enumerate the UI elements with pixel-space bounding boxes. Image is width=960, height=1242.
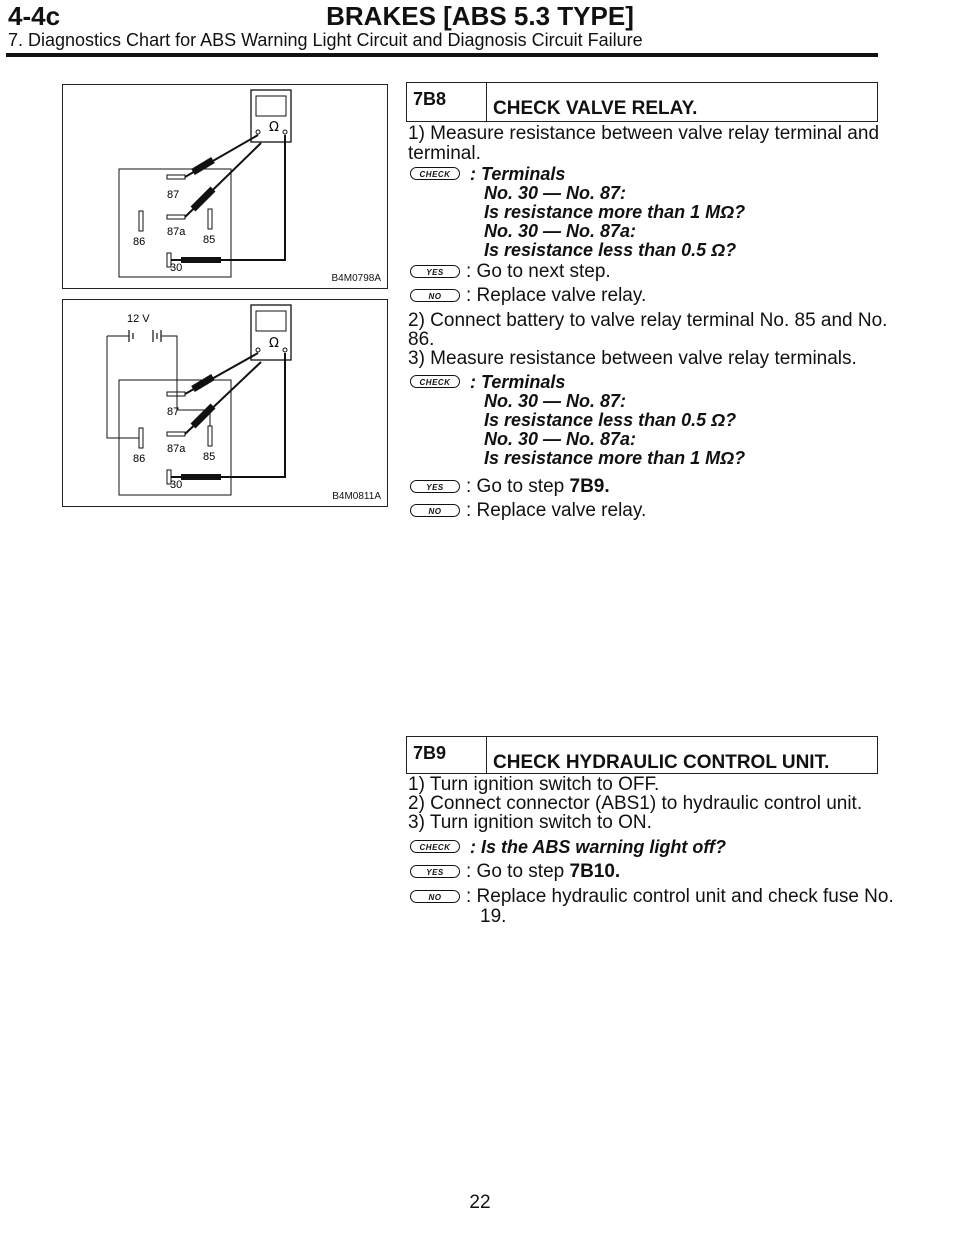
yes-answer: : Go to step 7B9. [466, 476, 610, 497]
instruction-1: 1) Turn ignition switch to OFF. [408, 774, 660, 795]
check-text-line: No. 30 — No. 87a: [484, 221, 637, 241]
terminal-87a-label: 87a [167, 226, 186, 238]
terminal-87-label: 87 [167, 406, 180, 418]
check-text-line: Is resistance less than 0.5 Ω? [484, 240, 737, 260]
step-link-7b10[interactable]: 7B10. [569, 861, 621, 882]
step-title: CHECK HYDRAULIC CONTROL UNIT. [493, 752, 830, 773]
instruction-1-cont: terminal. [408, 143, 481, 164]
terminal-85-label: 85 [203, 234, 216, 246]
page-title: BRAKES [ABS 5.3 TYPE] [326, 1, 634, 31]
relay-wiring-diagram-1 [63, 85, 387, 288]
check-badge: CHECK [410, 167, 460, 180]
terminal-85-label: 85 [203, 451, 216, 463]
no-answer: : Replace valve relay. [466, 500, 647, 521]
yes-badge: YES [410, 265, 460, 278]
check-text-line: : Terminals [470, 372, 566, 392]
step-7b8-header [406, 82, 878, 122]
page-subtitle: 7. Diagnostics Chart for ABS Warning Light Circuit and Diagnosis Circuit Failure [8, 30, 643, 50]
terminal-86-label: 86 [133, 453, 146, 465]
header-rule [6, 53, 878, 57]
check-question: : Is the ABS warning light off? [470, 837, 726, 857]
terminal-87-label: 87 [167, 189, 180, 201]
figure-id: B4M0811A [332, 491, 381, 502]
check-text-line: Is resistance less than 0.5 Ω? [484, 410, 737, 430]
no-badge: NO [410, 890, 460, 903]
page-number: 22 [469, 1192, 491, 1213]
instruction-2: 2) Connect battery to valve relay terminal No. 85 and No. [408, 310, 888, 331]
figure-valve-relay-check-1 [62, 84, 388, 289]
step-link-7b9[interactable]: 7B9. [569, 476, 610, 497]
no-badge: NO [410, 504, 460, 517]
step-id: 7B9 [407, 737, 487, 773]
instruction-3: 3) Turn ignition switch to ON. [408, 812, 652, 833]
yes-badge: YES [410, 865, 460, 878]
no-badge: NO [410, 289, 460, 302]
voltage-label: 12 V [127, 313, 150, 325]
ohm-symbol: Ω [269, 336, 279, 351]
figure-valve-relay-check-2 [62, 299, 388, 507]
check-text-line: No. 30 — No. 87a: [484, 429, 637, 449]
yes-answer: : Go to next step. [466, 261, 611, 282]
instruction-3: 3) Measure resistance between valve relay terminals. [408, 348, 857, 369]
instruction-2-cont: 86. [408, 329, 435, 350]
terminal-30-label: 30 [170, 479, 183, 491]
instruction-2: 2) Connect connector (ABS1) to hydraulic control unit. [408, 793, 863, 814]
check-text-line: Is resistance more than 1 MΩ? [484, 202, 746, 222]
step-title: CHECK VALVE RELAY. [493, 98, 698, 119]
no-answer: : Replace valve relay. [466, 285, 647, 306]
ohm-symbol: Ω [269, 120, 279, 135]
check-text-line: Is resistance more than 1 MΩ? [484, 448, 746, 468]
check-badge: CHECK [410, 840, 460, 853]
figure-id: B4M0798A [331, 273, 381, 284]
yes-badge: YES [410, 480, 460, 493]
relay-wiring-diagram-2 [63, 300, 387, 506]
check-text-line: : Terminals [470, 164, 566, 184]
check-text-line: No. 30 — No. 87: [484, 391, 627, 411]
no-answer-cont: 19. [480, 906, 507, 927]
no-answer: : Replace hydraulic control unit and check fuse No. [466, 886, 894, 907]
instruction-1: 1) Measure resistance between valve relay terminal and [408, 123, 880, 144]
terminal-30-label: 30 [170, 262, 183, 274]
terminal-87a-label: 87a [167, 443, 186, 455]
yes-answer: : Go to step 7B10. [466, 861, 621, 882]
step-7b9-header [406, 736, 878, 774]
check-badge: CHECK [410, 375, 460, 388]
step-id: 7B8 [407, 83, 487, 121]
check-text-line: No. 30 — No. 87: [484, 183, 627, 203]
section-code: 4-4c [8, 1, 61, 31]
terminal-86-label: 86 [133, 236, 146, 248]
